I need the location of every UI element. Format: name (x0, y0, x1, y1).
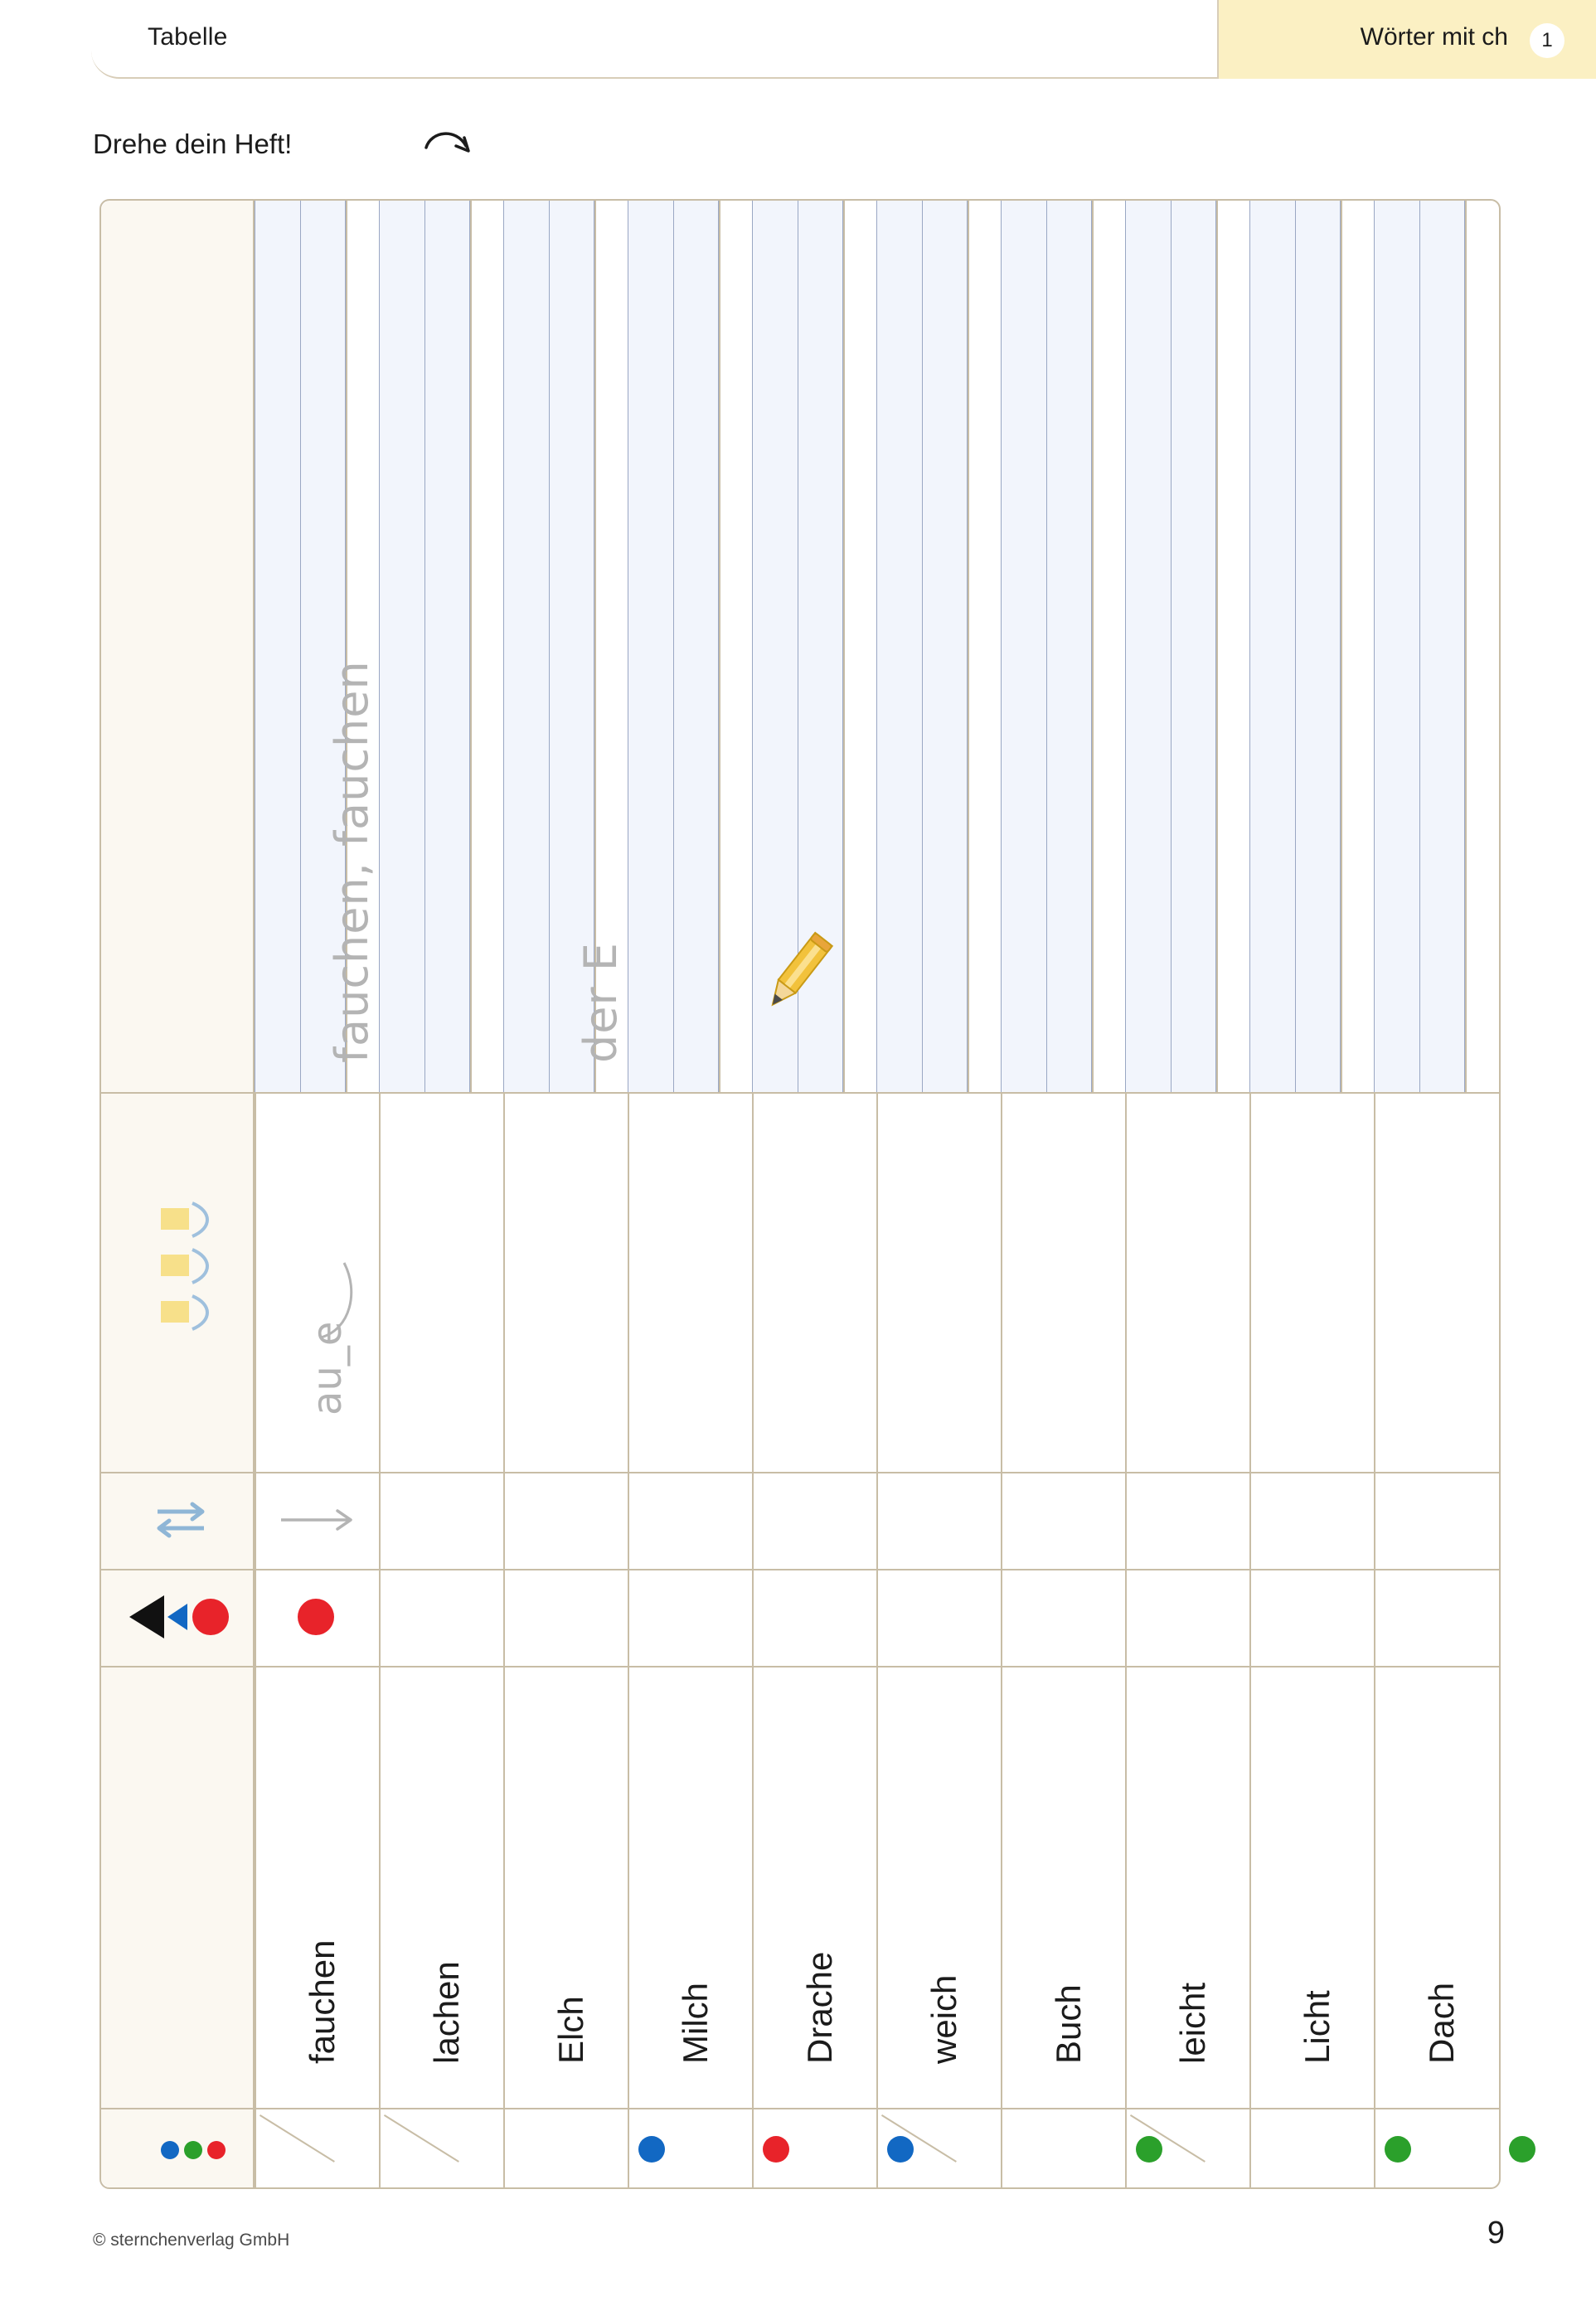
swap-arrows-icon (153, 1498, 211, 1541)
marker-row-value-cell[interactable] (255, 1569, 379, 1666)
arrow-row-value-cell[interactable] (255, 1472, 379, 1569)
word-label: Drache (800, 1951, 839, 2064)
sound-pattern-label: au_e (304, 1321, 351, 1415)
dot-row (101, 2108, 1501, 2187)
word-label: Buch (1049, 1984, 1088, 2064)
page-title: Tabelle (148, 23, 228, 51)
swap-row-legend (101, 1472, 255, 1569)
table-grid (99, 199, 1501, 2189)
lined-column[interactable] (1374, 201, 1465, 1092)
word-dot (1136, 2136, 1162, 2163)
word-label: Licht (1298, 1990, 1336, 2064)
word-label: Elch (551, 1996, 590, 2064)
header-topic-panel (1219, 0, 1596, 79)
sound-row-legend (101, 1092, 255, 1472)
word-dot (638, 2136, 665, 2163)
black-triangle-icon (124, 1592, 191, 1642)
lined-column[interactable] (1249, 201, 1341, 1092)
lined-column[interactable] (1125, 201, 1216, 1092)
red-dot-icon (207, 2141, 226, 2159)
word-label: lachen (427, 1961, 466, 2064)
empty-cell-slash (384, 2114, 459, 2163)
sheet-number-badge: 1 (1530, 23, 1564, 58)
red-dot (298, 1599, 334, 1635)
lined-column[interactable] (1001, 201, 1092, 1092)
instruction-text: Drehe dein Heft! (93, 129, 293, 159)
word-label: Milch (676, 1982, 715, 2064)
page-number: 9 (1487, 2216, 1505, 2250)
marker-row-legend (101, 1569, 255, 1666)
sample-word-2: der E (575, 942, 627, 1063)
grid-vline (470, 201, 472, 1092)
pencil-icon (745, 926, 845, 1026)
word-label-row (255, 1666, 1501, 2108)
green-dot-icon (184, 2141, 202, 2159)
lined-column[interactable] (379, 201, 470, 1092)
lined-column[interactable] (876, 201, 968, 1092)
crown-icon (161, 1301, 189, 1323)
right-arrow-icon (278, 1505, 357, 1535)
lined-column[interactable] (628, 201, 719, 1092)
word-dot (1385, 2136, 1411, 2163)
grid-vline (719, 201, 720, 1092)
three-crowns-icon (161, 1208, 189, 1230)
empty-cell-slash (260, 2114, 335, 2163)
header-left-panel (91, 0, 1219, 79)
page-header (91, 0, 1596, 79)
crown-icon (161, 1255, 189, 1276)
red-dot-icon (192, 1599, 229, 1635)
blue-dot-icon (161, 2141, 179, 2159)
lined-writing-area[interactable] (255, 201, 1501, 1092)
sound-row-value-cell[interactable] (255, 1092, 379, 1472)
copyright-text: © sternchenverlag GmbH (93, 2231, 290, 2250)
grid-vline (1341, 201, 1342, 1092)
topic-label: Wörter mit ch (1360, 23, 1508, 51)
grid-vline (1465, 201, 1467, 1092)
bow-lines-icon (187, 1200, 237, 1357)
word-label: leicht (1173, 1982, 1212, 2064)
word-label: weich (924, 1974, 963, 2064)
word-dot (763, 2136, 789, 2163)
sample-word-1: fauchen, fauchen (326, 660, 378, 1063)
word-label: fauchen (303, 1939, 342, 2064)
word-label: Dach (1422, 1982, 1461, 2064)
grid-vline (1216, 201, 1218, 1092)
grid-vline (1092, 201, 1094, 1092)
word-dot (1509, 2136, 1535, 2163)
grid-vline (968, 201, 969, 1092)
word-dot (887, 2136, 914, 2163)
curved-arrow-right-down-icon (423, 124, 481, 174)
bow-under-icon (301, 1258, 359, 1349)
